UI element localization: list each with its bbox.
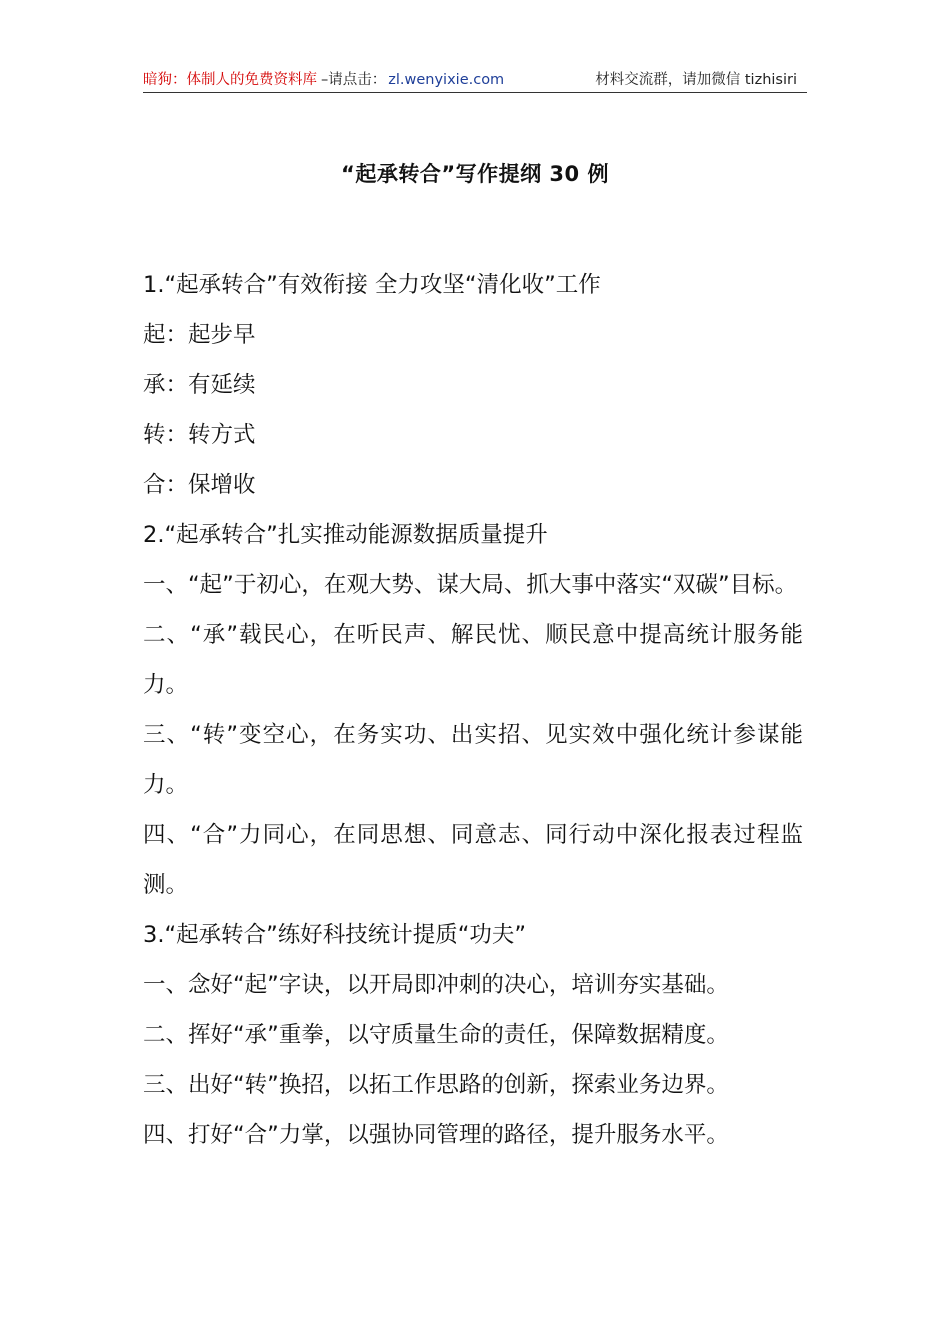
paragraph: 承：有延续 xyxy=(143,372,256,398)
paragraph: 三、“转”变空心，在务实功、出实招、见实效中强化统计参谋能力。 xyxy=(143,722,803,798)
paragraph: 三、出好“转”换招，以拓工作思路的创新，探索业务边界。 xyxy=(143,1072,729,1098)
paragraph: 四、打好“合”力掌，以强协同管理的路径，提升服务水平。 xyxy=(143,1122,729,1148)
header-brand: 暗狗：体制人的免费资料库 xyxy=(143,72,317,88)
paragraph: 二、挥好“承”重拳，以守质量生命的责任，保障数据精度。 xyxy=(143,1022,729,1048)
paragraph: 合：保增收 xyxy=(143,472,256,498)
paragraph: 一、“起”于初心，在观大势、谋大局、抓大事中落实“双碳”目标。 xyxy=(143,572,798,598)
section-heading-3: 3.“起承转合”练好科技统计提质“功夫” xyxy=(143,922,527,948)
paragraph: 转：转方式 xyxy=(143,422,256,448)
document-body xyxy=(143,260,803,1160)
page-header xyxy=(143,70,807,93)
section-heading-2: 2.“起承转合”扎实推动能源数据质量提升 xyxy=(143,522,548,548)
header-link[interactable]: zl.wenyixie.com xyxy=(388,72,505,88)
header-group-info: 材料交流群，请加微信 tizhisiri xyxy=(595,72,797,88)
header-click-prompt: –请点击： xyxy=(321,72,387,88)
section-heading-1: 1.“起承转合”有效衔接 全力攻坚“清化收”工作 xyxy=(143,272,601,298)
paragraph: 四、“合”力同心，在同思想、同意志、同行动中深化报表过程监测。 xyxy=(143,822,803,898)
paragraph: 一、念好“起”字诀，以开局即冲刺的决心，培训夯实基础。 xyxy=(143,972,729,998)
paragraph: 起：起步早 xyxy=(143,322,256,348)
paragraph: 二、“承”载民心，在听民声、解民忧、顺民意中提高统计服务能力。 xyxy=(143,622,803,698)
document-title: “起承转合”写作提纲 30 例 xyxy=(341,162,609,186)
